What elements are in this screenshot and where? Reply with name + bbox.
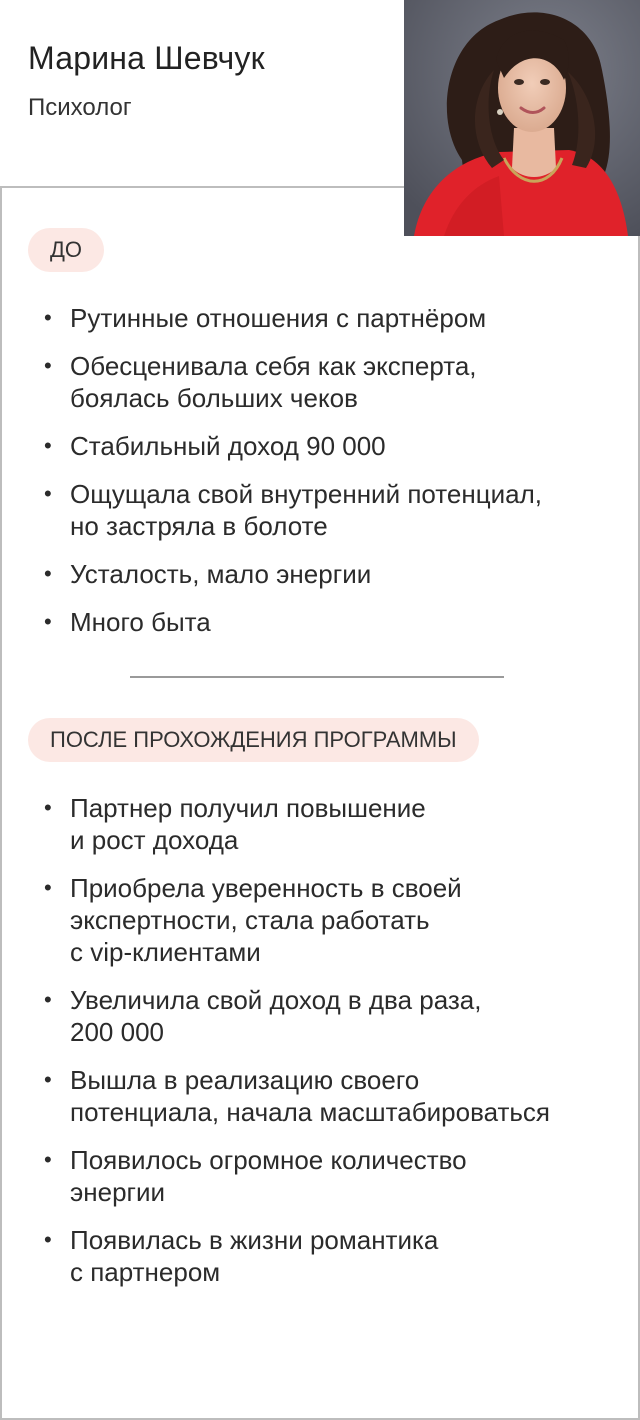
list-item: • Появилось огромное количество энергии <box>44 1144 604 1208</box>
before-list <box>44 302 604 654</box>
section-divider <box>130 676 504 678</box>
list-item: • Стабильный доход 90 000 <box>44 430 604 462</box>
list-item: • Много быта <box>44 606 604 638</box>
after-list <box>44 792 604 1304</box>
person-name: Марина Шевчук <box>28 40 265 76</box>
after-tag: ПОСЛЕ ПРОХОЖДЕНИЯ ПРОГРАММЫ <box>28 718 479 762</box>
list-item: • Партнер получил повышение и рост дохода <box>44 792 604 856</box>
profile-photo <box>404 0 640 236</box>
list-item: • Обесценивала себя как эксперта, боялась больших чеков <box>44 350 604 414</box>
list-item: • Увеличила свой доход в два раза, 200 000 <box>44 984 604 1048</box>
list-item: • Усталость, мало энергии <box>44 558 604 590</box>
list-item: • Появилась в жизни романтика с партнером <box>44 1224 604 1288</box>
list-item: • Вышла в реализацию своего потенциала, начала масштабироваться <box>44 1064 604 1128</box>
list-item: • Приобрела уверенность в своей экспертности, стала работать с vip-клиентами <box>44 872 604 968</box>
person-role: Психолог <box>28 94 132 121</box>
portrait-illustration <box>404 0 640 236</box>
list-item: • Ощущала свой внутренний потенциал, но застряла в болоте <box>44 478 604 542</box>
list-item: • Рутинные отношения с партнёром <box>44 302 604 334</box>
before-tag: ДО <box>28 228 104 272</box>
